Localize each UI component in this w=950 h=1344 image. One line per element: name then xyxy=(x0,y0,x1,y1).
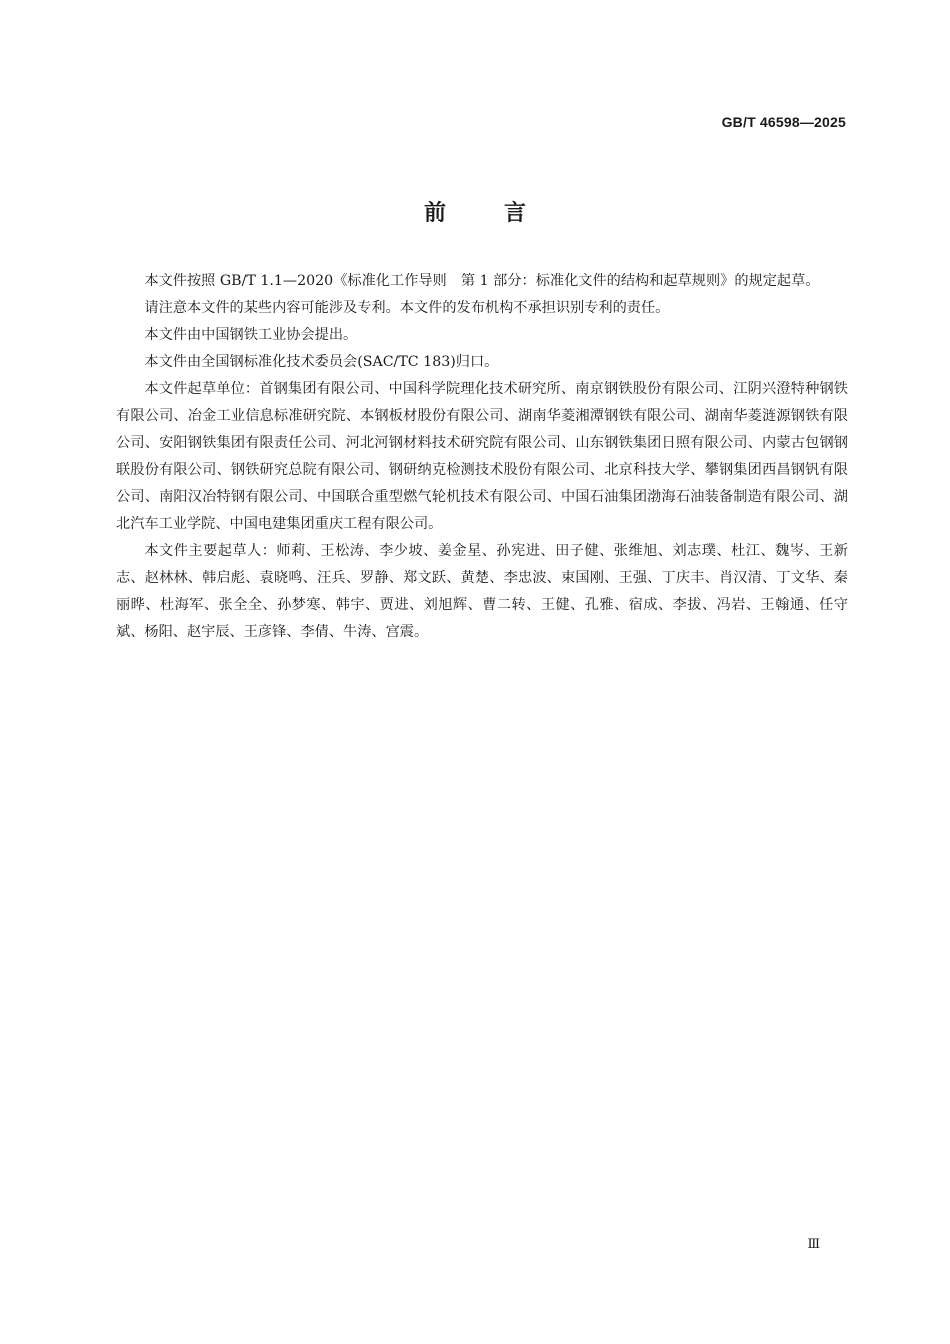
paragraph-proposer: 本文件由中国钢铁工业协会提出。 xyxy=(144,327,358,343)
paragraph-drafting-organizations: 本文件起草单位：首钢集团有限公司、中国科学院理化技术研究所、南京钢铁股份有限公司、江阴兴澄特种钢铁有限公司、冶金工业信息标准研究院、本钢板材股份有限公司、湖南华菱湘潭钢铁有限公司、湖南华菱涟源钢铁有限公司、安阳钢铁集团有限责任公司、河北河钢材料技术研究院有限公司、山东钢铁集团日照有限公司、内蒙古包钢钢联股份有限公司、钢铁研究总院有限公司、钢研纳克检测技术股份有限公司、北京科技大学、攀钢集团西昌钢钒有限公司、南阳汉冶特钢有限公司、中国联合重型燃气轮机技术有限公司、中国石油集团渤海石油装备制造有限公司、湖北汽车工业学院、中国电建集团重庆工程有限公司。 xyxy=(116,381,848,532)
page-title-char-2: 言 xyxy=(504,201,527,226)
paragraph-technical-committee: 本文件由全国钢标准化技术委员会(SAC/TC 183)归口。 xyxy=(144,354,499,370)
page-title xyxy=(0,196,950,227)
standard-code: GB/T 46598—2025 xyxy=(721,114,846,130)
paragraph-patent-notice: 请注意本文件的某些内容可能涉及专利。本文件的发布机构不承担识别专利的责任。 xyxy=(144,300,670,316)
page-number: Ⅲ xyxy=(807,1237,820,1252)
paragraph-drafting-rules: 本文件按照 GB/T 1.1—2020《标准化工作导则 第 1 部分：标准化文件的结构和起草规则》的规定起草。 xyxy=(144,273,820,289)
paragraph-main-drafters: 本文件主要起草人：师莉、王松涛、李少坡、姜金星、孙宪进、田子健、张维旭、刘志璞、杜江、魏岑、王新志、赵林林、韩启彪、袁晓鸣、汪兵、罗静、郑文跃、黄楚、李忠波、束国刚、王强、丁庆丰、肖汉清、丁文华、秦丽晔、杜海军、张全全、孙梦寒、韩宇、贾进、刘旭辉、曹二转、王健、孔雅、宿成、李拔、冯岩、王翰通、任守斌、杨阳、赵宇辰、王彦锋、李倩、牛涛、宫震。 xyxy=(116,543,848,640)
foreword-body xyxy=(116,268,848,646)
page-title-char-1: 前 xyxy=(423,201,446,226)
